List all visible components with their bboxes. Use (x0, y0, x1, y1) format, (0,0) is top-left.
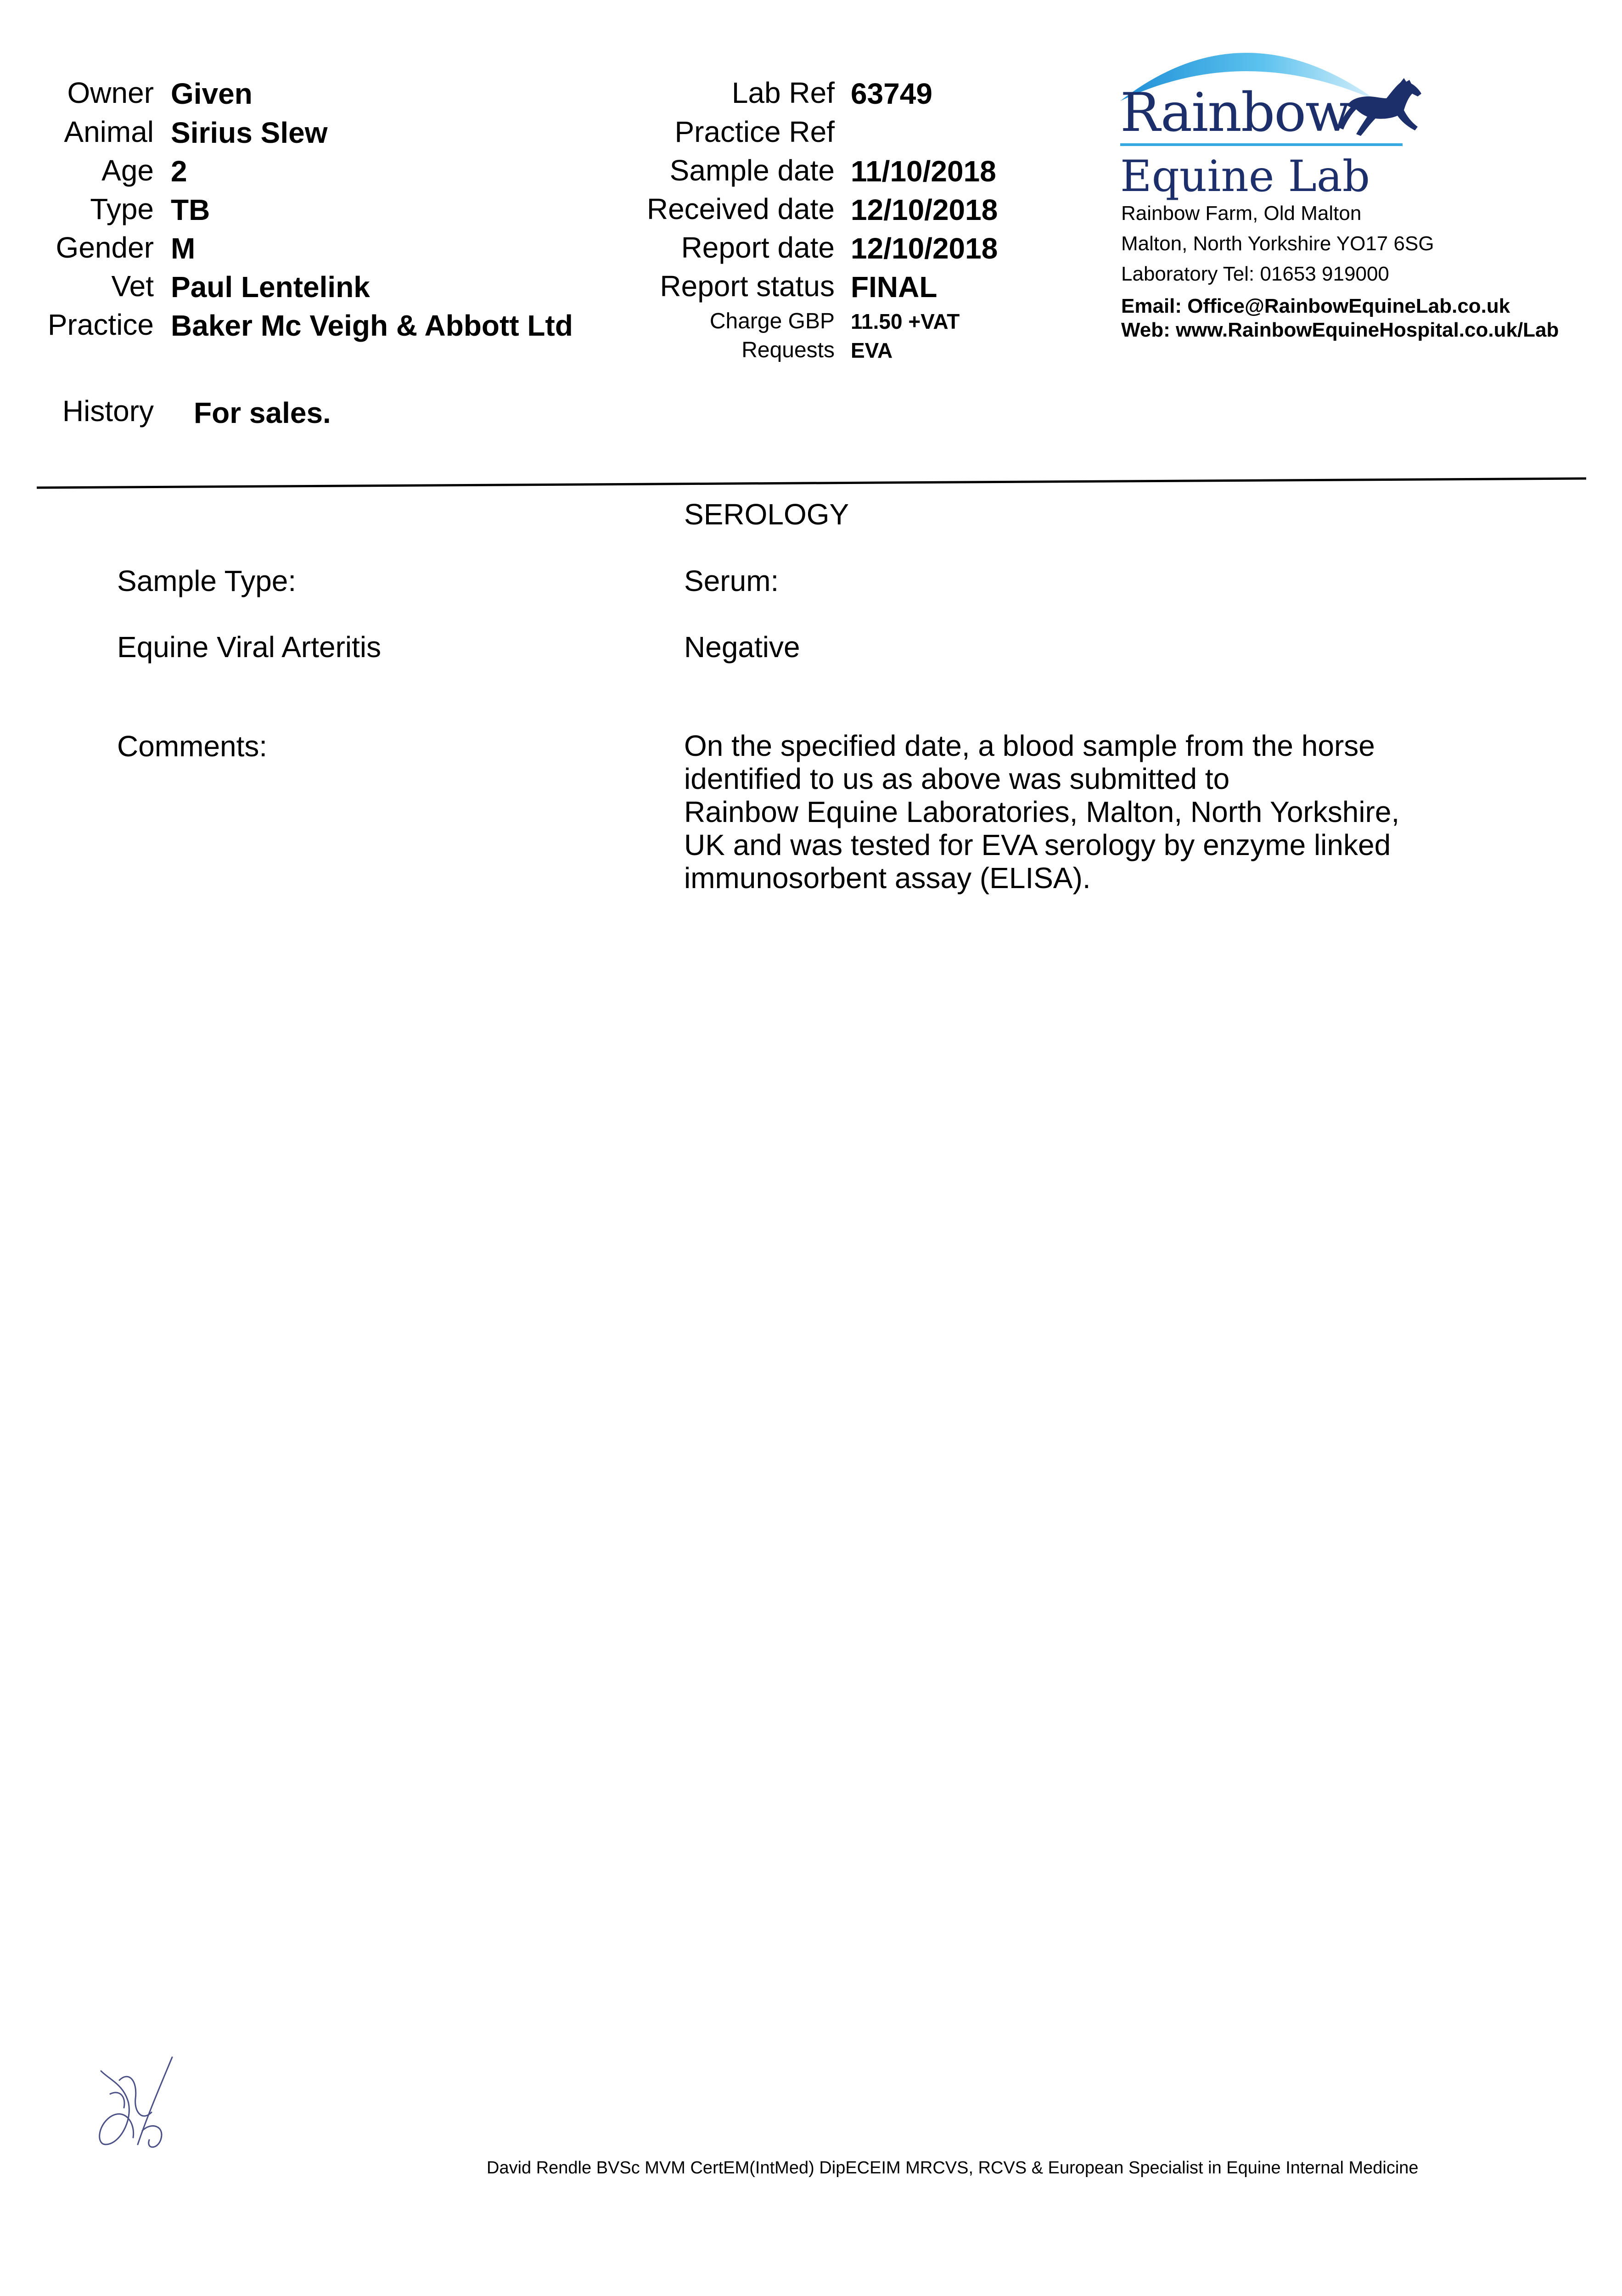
history-label: History (62, 394, 154, 428)
type-value: TB (171, 193, 210, 226)
sample-date-label: Sample date (669, 154, 835, 187)
charge-value: 11.50 +VAT (851, 310, 960, 333)
age-value: 2 (171, 155, 187, 188)
owner-label: Owner (67, 76, 154, 109)
comments-line: Rainbow Equine Laboratories, Malton, North Yorkshire, (684, 795, 1400, 828)
charge-label: Charge GBP (709, 309, 835, 333)
animal-label: Animal (64, 115, 154, 148)
company-web-link[interactable]: Web: www.RainbowEquineHospital.co.uk/Lab (1121, 319, 1559, 341)
signature-image (92, 2053, 184, 2158)
gender-label: Gender (56, 231, 154, 264)
company-email-link[interactable]: Email: Office@RainbowEquineLab.co.uk (1121, 295, 1510, 317)
owner-value: Given (171, 77, 253, 110)
signatory-line: David Rendle BVSc MVM CertEM(IntMed) DipECEIM MRCVS, RCVS & European Specialist in Equine Internal Medicine (487, 2158, 1419, 2178)
age-label: Age (101, 154, 154, 187)
test-result: Negative (684, 630, 800, 664)
logo-rainbow-wordmark: Rainbow (1120, 82, 1350, 144)
animal-value: Sirius Slew (171, 116, 328, 149)
requests-value: EVA (851, 338, 893, 362)
received-date-value: 12/10/2018 (851, 193, 998, 226)
vet-value: Paul Lentelink (171, 270, 370, 304)
report-status-value: FINAL (851, 270, 937, 304)
received-date-label: Received date (646, 192, 835, 225)
company-address-line2: Malton, North Yorkshire YO17 6SG (1121, 232, 1434, 255)
lab-ref-label: Lab Ref (731, 76, 835, 109)
test-name: Equine Viral Arteritis (117, 630, 382, 664)
practice-ref-label: Practice Ref (674, 115, 835, 148)
logo-equine-lab-wordmark: Equine Lab (1120, 152, 1370, 202)
comments-text (684, 729, 1399, 895)
gender-value: M (171, 232, 196, 265)
company-telephone: Laboratory Tel: 01653 919000 (1121, 263, 1389, 285)
sample-type-label: Sample Type: (117, 564, 297, 597)
section-title: SEROLOGY (684, 498, 849, 531)
report-date-value: 12/10/2018 (851, 232, 998, 265)
comments-label: Comments: (117, 730, 268, 763)
practice-value: Baker Mc Veigh & Abbott Ltd (171, 309, 573, 342)
sample-type-value: Serum: (684, 564, 779, 597)
practice-label: Practice (47, 308, 154, 341)
comments-line: On the specified date, a blood sample from the horse (684, 729, 1375, 762)
comments-line: immunosorbent assay (ELISA). (684, 861, 1091, 895)
type-label: Type (90, 192, 154, 225)
vet-label: Vet (111, 270, 154, 303)
sample-date-value: 11/10/2018 (851, 155, 996, 188)
company-address-line1: Rainbow Farm, Old Malton (1121, 202, 1362, 225)
header-divider (0, 473, 1622, 491)
lab-ref-value: 63749 (851, 77, 932, 110)
report-status-label: Report status (660, 270, 835, 303)
comments-line: UK and was tested for EVA serology by enzyme linked (684, 828, 1391, 861)
requests-label: Requests (741, 338, 835, 362)
history-value: For sales. (194, 396, 331, 429)
comments-line: identified to us as above was submitted to (684, 762, 1230, 795)
report-date-label: Report date (681, 231, 835, 264)
